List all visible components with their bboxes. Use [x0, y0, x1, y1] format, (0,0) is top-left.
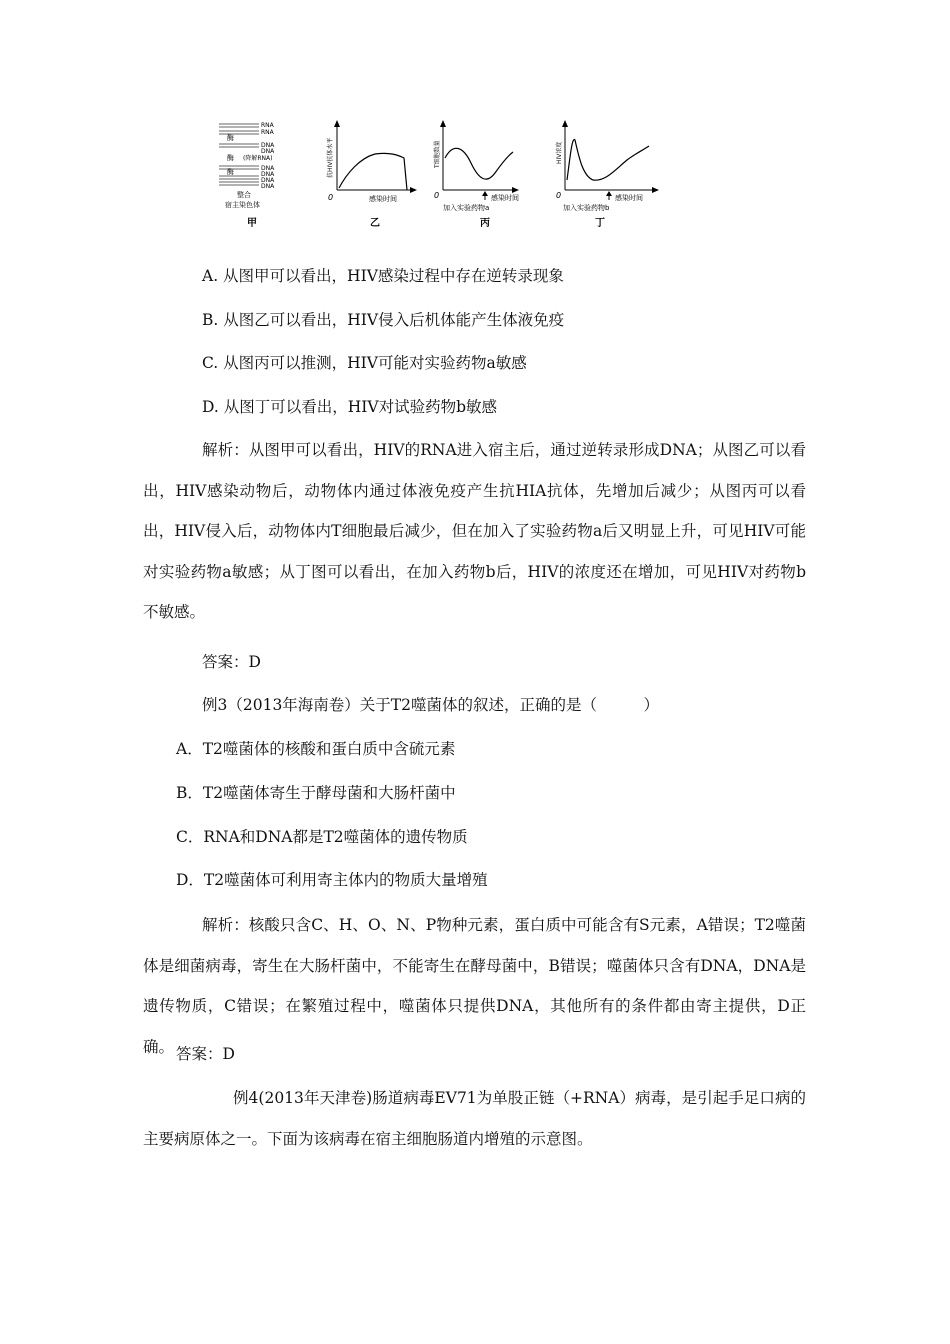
q2-option-b: B. 从图乙可以看出，HIV侵入后机体能产生体液免疫 [202, 311, 565, 329]
q2-analysis: 解析：从图甲可以看出，HIV的RNA进入宿主后，通过逆转录形成DNA；从图乙可以看出，HIV感染动物后，动物体内通过体液免疫产生抗HIA抗体，先增加后减少；从图丙可以看出，HIV侵入后，动物体内T细胞最后减少，但在加入了实验药物a后又明显上升，可见HIV可能对实验药物a敏感；从丁图可以看出，在加入药物b后，HIV的浓度还在增加，可见HIV对药物b不敏感。 [143, 441, 806, 621]
svg-text:DNA: DNA [261, 183, 275, 190]
svg-text:抗HIV抗体水平: 抗HIV抗体水平 [327, 137, 334, 178]
svg-text:DNA: DNA [261, 177, 275, 184]
caption-yi: 乙 [370, 218, 380, 229]
svg-text:整合: 整合 [237, 191, 251, 199]
svg-text:DNA: DNA [261, 171, 275, 178]
figure-jia [219, 122, 275, 229]
hiv-figure [215, 118, 670, 230]
figure-ding [555, 120, 659, 229]
figure-bing [433, 120, 519, 229]
q3-option-b: B．T2噬菌体寄生于酵母菌和大肠杆菌中 [176, 784, 456, 802]
svg-text:DNA: DNA [261, 148, 275, 155]
q3-answer: 答案：D [176, 1045, 235, 1063]
q2-option-c: C. 从图丙可以推测，HIV可能对实验药物a敏感 [202, 354, 527, 372]
svg-text:DNA: DNA [261, 142, 275, 149]
svg-text:(降解RNA): (降解RNA) [243, 155, 273, 162]
caption-ding: 丁 [595, 218, 605, 229]
svg-text:感染时间: 感染时间 [369, 195, 397, 203]
svg-text:RNA: RNA [261, 122, 274, 129]
figure-yi [326, 120, 417, 229]
svg-text:加入实验药物b: 加入实验药物b [563, 204, 610, 212]
svg-text:DNA: DNA [261, 165, 275, 172]
q3-option-d: D．T2噬菌体可利用寄主体内的物质大量增殖 [176, 871, 488, 889]
q4-text: 例4(2013年天津卷)肠道病毒EV71为单股正链（+RNA）病毒，是引起手足口病的主要病原体之一。下面为该病毒在宿主细胞肠道内增殖的示意图。 [143, 1089, 806, 1148]
svg-text:T细胞数量: T细胞数量 [434, 140, 441, 168]
svg-text:RNA: RNA [261, 129, 274, 136]
svg-text:0: 0 [556, 191, 562, 200]
svg-text:HIV浓度: HIV浓度 [556, 141, 563, 164]
svg-text:感染时间: 感染时间 [491, 194, 519, 202]
svg-text:宿主染色体: 宿主染色体 [225, 201, 260, 209]
caption-bing: 丙 [480, 218, 490, 229]
svg-text:0: 0 [434, 191, 440, 200]
q3-analysis: 解析：核酸只含C、H、O、N、P物种元素，蛋白质中可能含有S元素，A错误；T2噬菌体是细菌病毒，寄生在大肠杆菌中，不能寄生在酵母菌中，B错误；噬菌体只含有DNA，DNA是遗传物质，C错误；在繁殖过程中，噬菌体只提供DNA，其他所有的条件都由寄主提供，D正确。 [143, 916, 806, 1056]
caption-jia: 甲 [247, 218, 257, 229]
svg-text:酶: 酶 [227, 154, 234, 162]
q3-option-c: C．RNA和DNA都是T2噬菌体的遗传物质 [176, 828, 468, 846]
svg-text:0: 0 [328, 193, 334, 202]
svg-text:加入实验药物a: 加入实验药物a [443, 204, 490, 212]
q2-option-a: A. 从图甲可以看出，HIV感染过程中存在逆转录现象 [202, 267, 564, 285]
svg-text:酶: 酶 [227, 134, 234, 142]
svg-text:酶: 酶 [227, 168, 234, 176]
q3-option-a: A．T2噬菌体的核酸和蛋白质中含硫元素 [176, 740, 456, 758]
q3-title: 例3（2013年海南卷）关于T2噬菌体的叙述，正确的是（ ） [202, 696, 660, 714]
q2-answer: 答案：D [202, 653, 261, 671]
q2-option-d: D. 从图丁可以看出，HIV对试验药物b敏感 [202, 398, 497, 416]
svg-text:感染时间: 感染时间 [615, 194, 643, 202]
